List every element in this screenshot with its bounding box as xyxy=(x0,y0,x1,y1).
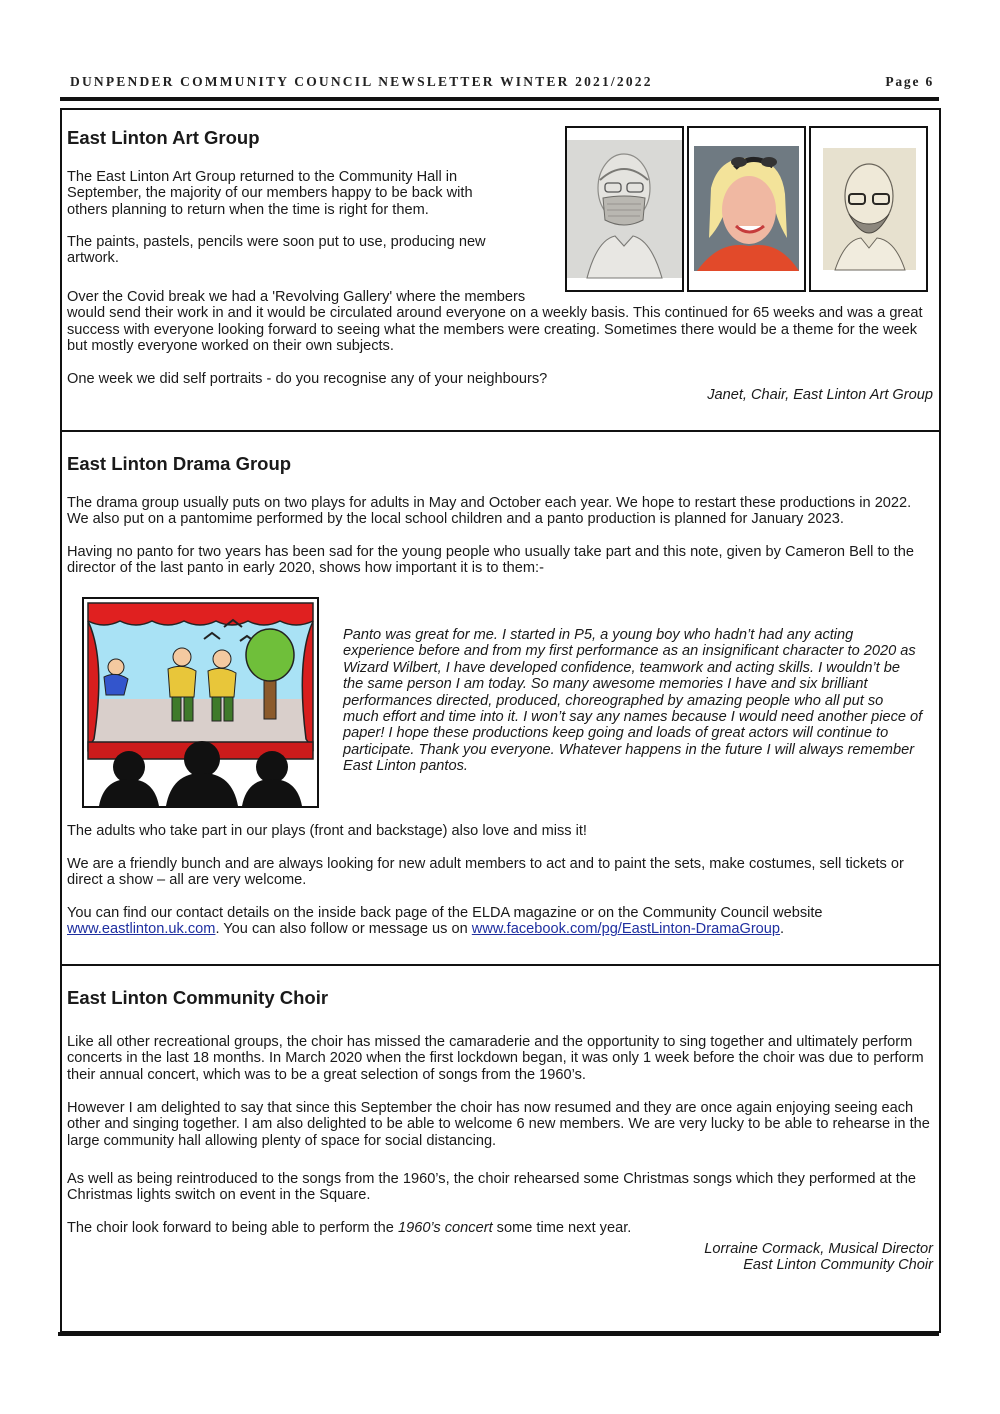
contact-text-c: . xyxy=(780,921,785,938)
drama-group-paragraph-4: We are a friendly bunch and are always looking for new adult members to act and to paint the sets, make costumes, sell tickets or direct a show – all are very welcome. xyxy=(67,856,904,889)
art-group-paragraph-3 xyxy=(67,289,933,355)
choir-paragraph-4-a: The choir look forward to being able to perform the xyxy=(67,1220,398,1236)
choir-signature xyxy=(704,1241,933,1274)
portrait-masked-man-image xyxy=(567,128,682,290)
panto-stage-image xyxy=(84,599,317,806)
eastlinton-website-link[interactable]: www.eastlinton.uk.com xyxy=(67,921,216,938)
choir-heading: East Linton Community Choir xyxy=(67,987,329,1008)
newsletter-header xyxy=(60,74,938,94)
drama-group-paragraph-2: Having no panto for two years has been sad for the young people who usually take part and this note, given by Cameron Bell to the director of the last panto in early 2020, shows how important it is to them:- xyxy=(67,544,914,577)
choir-paragraph-2: However I am delighted to say that since this September the choir has now resumed and they are once again enjoying seeing each other and singing together. I am also delighted to be able to welcome 6 new members. We are very lucky to be able to rehearse in the large community hall allowing plenty of space for social distancing. xyxy=(67,1100,930,1149)
section-divider-2 xyxy=(60,964,941,966)
choir-paragraph-4-b: some time next year. xyxy=(492,1220,632,1236)
page-number: Page 6 xyxy=(885,74,934,89)
drama-group-paragraph-1: The drama group usually puts on two plays for adults in May and October each year. We hope to restart these productions in 2022. We also put on a pantomime performed by the local school children and a panto production is planned for January 2023. xyxy=(67,495,912,528)
choir-section xyxy=(67,987,933,1287)
section-divider-1 xyxy=(60,430,941,432)
contact-text-b: . You can also follow or message us on xyxy=(215,921,472,938)
portrait-smiling-woman xyxy=(687,126,806,292)
choir-signature-name: Lorraine Cormack, Musical Director xyxy=(704,1241,933,1257)
facebook-drama-group-link[interactable]: www.facebook.com/pg/EastLinton-DramaGroup xyxy=(471,921,781,938)
drama-group-heading: East Linton Drama Group xyxy=(67,453,292,474)
header-rule xyxy=(60,97,939,101)
art-group-paragraph-4: One week we did self portraits - do you recognise any of your neighbours? xyxy=(67,371,548,387)
panto-stage-illustration xyxy=(82,597,319,808)
cameron-bell-quote: Panto was great for me. I started in P5, a young boy who hadn’t had any acting experience before and from my first performance as an insignificant character to 2020 as Wizard Wilbert, I have developed confidence, teamwork and acting skills. I wouldn’t be the same person I am today. So many awesome memories I have and six brilliant performances directed, produced, choreographed by amazing people who all put so much effort and time into it. I won’t say any names because I would need another piece of paper! I hope these productions keep going and loads of great actors will continue to participate. Thank you everyone. Whatever happens in the future I will always remember East Linton pantos. xyxy=(343,627,923,775)
drama-group-paragraph-5 xyxy=(67,905,933,938)
choir-signature-org: East Linton Community Choir xyxy=(743,1257,933,1274)
portrait-masked-man xyxy=(565,126,684,292)
portrait-bearded-man xyxy=(809,126,928,292)
art-group-signature: Janet, Chair, East Linton Art Group xyxy=(707,387,933,403)
drama-group-paragraph-3: The adults who take part in our plays (front and backstage) also love and miss it! xyxy=(67,823,587,839)
art-group-paragraph-1: The East Linton Art Group returned to the Community Hall in September, the majority of our members happy to be back with others planning to return when the time is right for them. xyxy=(67,169,473,218)
choir-paragraph-4 xyxy=(67,1220,933,1236)
art-group-paragraph-3-rest: would send their work in and it would be circulated around everyone on a weekly basis. This continued for 65 weeks and was a great success with everyone looking forward to seeing what the members were creating. Sometimes there would be a theme for the week but mostly everyone worked on their own subjects. xyxy=(67,305,923,355)
choir-paragraph-1: Like all other recreational groups, the choir has missed the camaraderie and the opportunity to sing together and ultimately perform concerts in the last 18 months. In March 2020 when the first lockdown began, it was only 1 week before the choir was due to perform their annual concert, which was to be a great selection of songs from the 1960’s. xyxy=(67,1034,924,1083)
art-group-heading: East Linton Art Group xyxy=(67,127,260,148)
portrait-bearded-man-image xyxy=(811,128,926,290)
art-group-paragraph-2: The paints, pastels, pencils were soon put to use, producing new artwork. xyxy=(67,234,486,267)
choir-paragraph-3: As well as being reintroduced to the songs from the 1960’s, the choir rehearsed some Christmas songs which they performed at the Christmas lights switch on event in the Square. xyxy=(67,1171,917,1204)
concert-title: 1960’s concert xyxy=(397,1220,493,1236)
contact-text-a: You can find our contact details on the inside back page of the ELDA magazine or on the Community Council website xyxy=(67,905,823,921)
art-group-paragraph-3-line1: Over the Covid break we had a 'Revolving Gallery' where the members xyxy=(67,289,526,305)
portrait-smiling-woman-image xyxy=(689,128,804,290)
newsletter-title: DUNPENDER COMMUNITY COUNCIL NEWSLETTER WINTER 2021/2022 xyxy=(70,74,653,89)
footer-rule xyxy=(58,1332,939,1336)
